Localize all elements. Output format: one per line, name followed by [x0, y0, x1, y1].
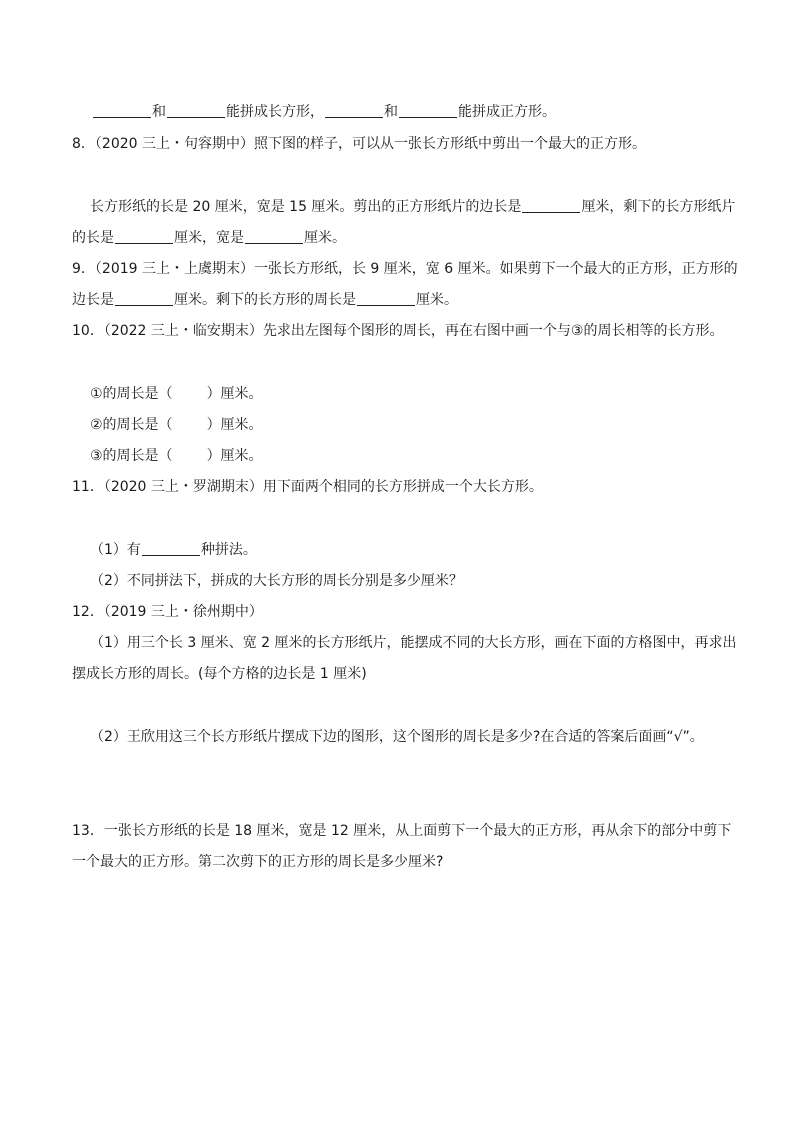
q8-text: 厘米，剩下的长方形纸片 — [581, 199, 736, 215]
question-8-line-1 — [90, 198, 735, 216]
question-13-line-2: 一个最大的正方形。第二次剪下的正方形的周长是多少厘米? — [72, 854, 444, 870]
answer-blank[interactable] — [93, 103, 151, 118]
question-13-line-1: 13．一张长方形纸的长是 18 厘米，宽是 12 厘米，从上面剪下一个最大的正方形，再从余下的部分中剪下 — [72, 823, 732, 839]
q10-row-unit: ）厘米。 — [206, 448, 263, 464]
question-9-line-1: 9．（2019 三上・上虞期末）一张长方形纸，长 9 厘米，宽 6 厘米。如果剪下一个最大的正方形，正方形的 — [72, 261, 738, 277]
q7-text-4: 能拼成正方形。 — [458, 104, 556, 120]
answer-blank[interactable] — [399, 103, 457, 118]
question-9-line-2 — [72, 291, 458, 309]
answer-blank[interactable] — [325, 103, 383, 118]
q8-text: 厘米，宽是 — [174, 230, 244, 246]
q8-text: 的长是 — [72, 230, 114, 246]
q11-text: 种拼法。 — [200, 542, 257, 558]
q11-sub-1 — [90, 541, 257, 559]
answer-blank[interactable] — [522, 198, 580, 213]
q8-text: 长方形纸的长是 20 厘米，宽是 15 厘米。剪出的正方形纸片的边长是 — [90, 199, 522, 215]
answer-blank[interactable] — [167, 103, 225, 118]
answer-blank[interactable] — [142, 541, 200, 556]
q7-line — [92, 103, 556, 121]
q9-text: 厘米。剩下的长方形的周长是 — [174, 292, 356, 308]
q10-row-label: ①的周长是（ — [90, 386, 173, 402]
q10-row-label: ②的周长是（ — [90, 417, 173, 433]
answer-blank[interactable] — [357, 291, 415, 306]
q10-row-3 — [90, 447, 263, 465]
q9-text: 边长是 — [72, 292, 114, 308]
q12-sub-2: （2）王欣用这三个长方形纸片摆成下边的图形，这个图形的周长是多少?在合适的答案后面画“√”。 — [90, 729, 704, 745]
question-8-heading: 8．（2020 三上・句容期中）照下图的样子，可以从一张长方形纸中剪出一个最大的正方形。 — [72, 136, 646, 152]
q12-sub-1-line-2: 摆成长方形的周长。(每个方格的边长是 1 厘米) — [72, 666, 367, 682]
question-11-heading: 11．（2020 三上・罗湖期末）用下面两个相同的长方形拼成一个大长方形。 — [72, 479, 543, 495]
question-10-heading: 10．（2022 三上・临安期末）先求出左图每个图形的周长，再在右图中画一个与③的周长相等的长方形。 — [72, 323, 724, 339]
q7-text-2: 能拼成长方形， — [226, 104, 324, 120]
question-12-heading: 12．（2019 三上・徐州期中） — [72, 604, 263, 620]
q10-row-unit: ）厘米。 — [206, 386, 263, 402]
answer-blank[interactable] — [115, 291, 173, 306]
q11-sub-2: （2）不同拼法下，拼成的大长方形的周长分别是多少厘米？ — [90, 573, 463, 589]
q10-row-label: ③的周长是（ — [90, 448, 173, 464]
q7-text-1: 和 — [152, 104, 166, 120]
answer-blank[interactable] — [245, 229, 303, 244]
q10-row-1 — [90, 385, 263, 403]
q11-text: （1）有 — [90, 542, 141, 558]
question-8-line-2 — [72, 229, 346, 247]
q7-text-3: 和 — [384, 104, 398, 120]
q8-text: 厘米。 — [304, 230, 346, 246]
q12-sub-1-line-1: （1）用三个长 3 厘米、宽 2 厘米的长方形纸片，能摆成不同的大长方形，画在下面的方格图中，再求出 — [90, 635, 737, 651]
q9-text: 厘米。 — [416, 292, 458, 308]
answer-blank[interactable] — [115, 229, 173, 244]
q10-row-2 — [90, 416, 263, 434]
q10-row-unit: ）厘米。 — [206, 417, 263, 433]
